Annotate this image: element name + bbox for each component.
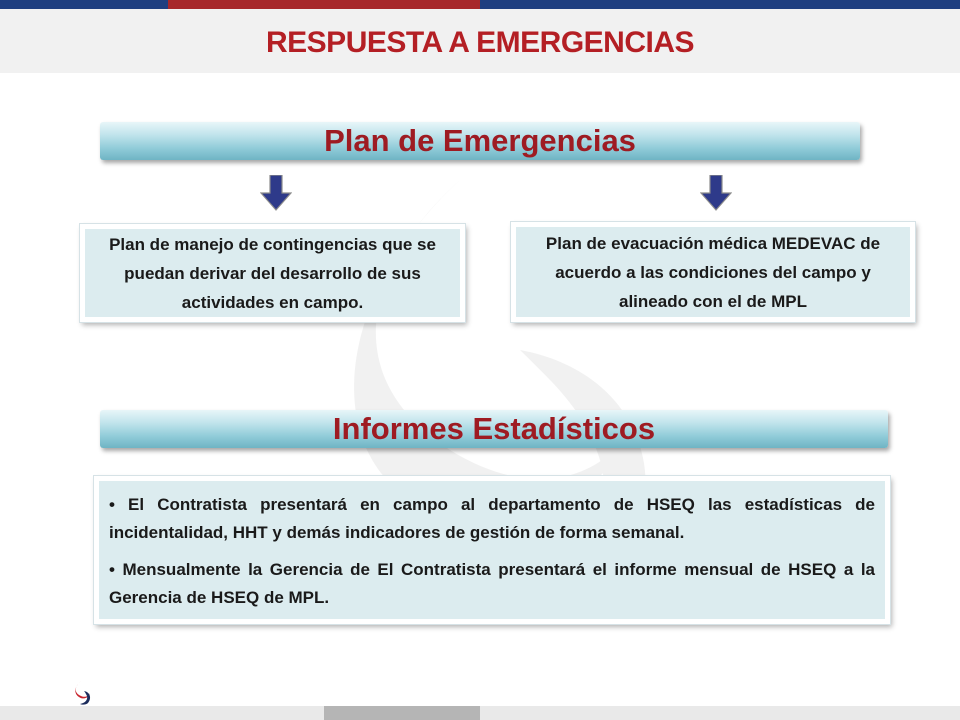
footer-strip-light-left (0, 706, 324, 720)
top-strip-red (168, 0, 480, 9)
reports-bullets-box (94, 476, 890, 624)
plan-emergencias-banner (100, 122, 860, 160)
footer-strip-dark (324, 706, 480, 720)
top-strip-blue-left (0, 0, 168, 9)
footer-gray-strip (0, 706, 960, 720)
informes-estadisticos-banner (100, 410, 888, 448)
top-color-strip (0, 0, 960, 9)
plan-emergencias-banner-label: Plan de Emergencias (324, 123, 636, 158)
medevac-plan-box (511, 222, 915, 322)
informes-estadisticos-banner-label: Informes Estadísticos (332, 411, 656, 446)
flame-logo-icon (72, 680, 94, 706)
top-strip-blue-right (480, 0, 960, 9)
contingency-plan-box (80, 224, 465, 322)
arrow-down-left-icon (260, 175, 292, 211)
footer-strip-light-right (480, 706, 960, 720)
medevac-plan-text: Plan de evacuación médica MEDEVAC de acuerdo a las condiciones del campo y alineado con el de MPL (545, 233, 881, 311)
bullet-monthly-report: • Mensualmente la Gerencia de El Contratista presentará el informe mensual de HSEQ a la Gerencia de HSEQ de MPL. (109, 560, 875, 607)
slide-title: RESPUESTA A EMERGENCIAS (266, 26, 694, 59)
bullet-weekly-statistics: • El Contratista presentará en campo al departamento de HSEQ las estadísticas de incidentalidad, HHT y demás indicadores de gestión de forma semanal. (109, 495, 875, 542)
contingency-plan-text: Plan de manejo de contingencias que se puedan derivar del desarrollo de sus actividades en campo. (109, 234, 436, 312)
arrow-down-right-icon (700, 175, 732, 211)
